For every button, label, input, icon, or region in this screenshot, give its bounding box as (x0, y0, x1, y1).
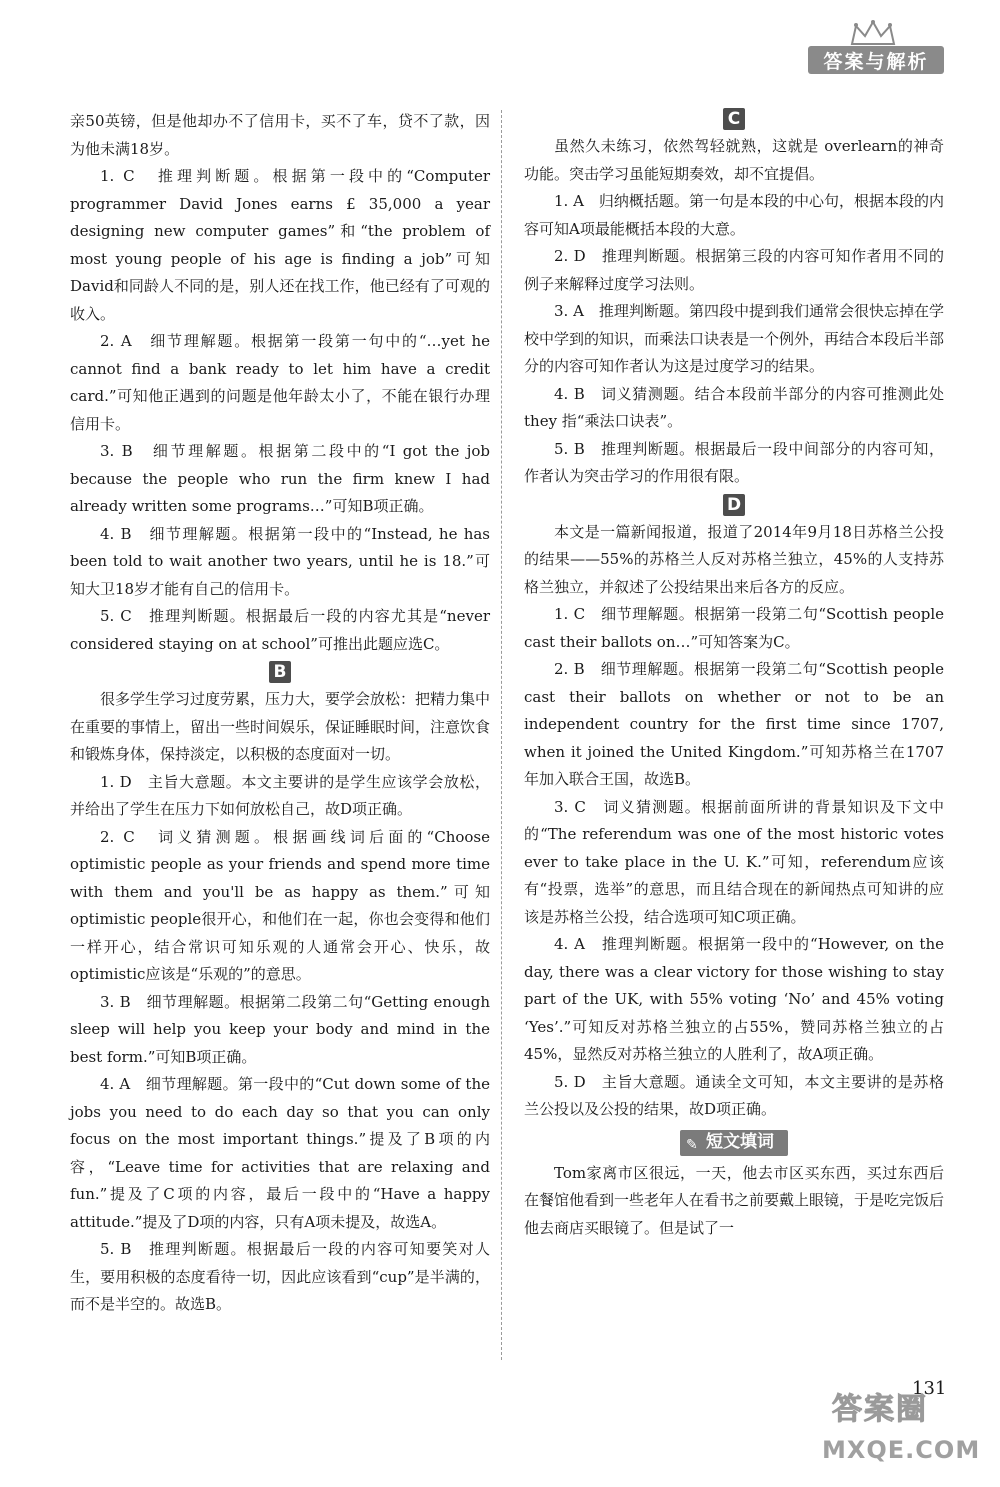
paragraph-b-3: 3. B 细节理解题。根据第二段第二句“Getting enough sleep will help you keep your body and mind in the best form.”可知B项正确。 (70, 992, 490, 1066)
paragraph-c-0: 虽然久未练习，依然驾轻就熟，这就是 overlearn的神奇功能。突击学习虽能短期奏效，却不宜提倡。 (524, 137, 944, 183)
section-banner-box (680, 1130, 788, 1156)
watermark-top-text: 答案圈 (832, 1392, 928, 1427)
paragraph-e-0: Tom家离市区很远，一天，他去市区买东西，买过东西后在餐馆他看到一些老年人在看书之前要戴上眼镜，于是吃完饭后他去商店买眼镜了。但是试了一 (524, 1163, 945, 1237)
paragraph-d-0: 本文是一篇新闻报道，报道了2014年9月18日苏格兰公投的结果——55%的苏格兰人反对苏格兰独立，45%的人支持苏格兰独立，并叙述了公投结果出来后各方的反应。 (524, 522, 944, 596)
section-d-marker (524, 494, 944, 516)
section-d-label: D (723, 494, 745, 516)
paragraph-c-4: 4. B 词义猜测题。结合本段前半部分的内容可推测此处 they 指“乘法口诀表”。 (524, 384, 944, 430)
watermark-logo (798, 1380, 981, 1470)
right-column (524, 108, 944, 1242)
paragraph-d-2: 2. B 细节理解题。根据第一段第二句“Scottish people cast their ballots on whether or not to be an independent country for the first time since 1707, when it joined the United Kingdom.”可知苏格兰在1707年加入联合王国，故选B。 (524, 660, 944, 788)
section-banner-label: 短文填词 (706, 1131, 774, 1152)
header-badge-label: 答案与解析 (808, 46, 944, 74)
paragraph-a-5: 5. C 推理判断题。根据最后一段的内容尤其是“never considered staying on at school”可推出此题应选C。 (70, 607, 490, 653)
paragraph-b-2: 2. C 词义猜测题。根据画线词后面的“Choose optimistic people as your friends and spend more time with them and you'll be as happy as them.”可知 optimistic people很开心，和他们在一起，你也会变得和他们一样开心，结合常识可知乐观的人通常会开心、快乐，故 optimistic应该是“乐观的”的意思。 (70, 827, 490, 983)
paragraph-c-2: 2. D 推理判断题。根据第三段的内容可知作者用不同的例子来解释过度学习法则。 (524, 247, 944, 293)
section-c-label: C (723, 108, 745, 130)
paragraph-a-2: 2. A 细节理解题。根据第一段第一句中的“…yet he cannot find a bank ready to let him have a credit card.”可知他正遇到的问题是他年龄太小了，不能在银行办理信用卡。 (70, 332, 490, 433)
paragraph-d-1: 1. C 细节理解题。根据第一段第二句“Scottish people cast their ballots on…”可知答案为C。 (524, 605, 944, 651)
page-number: 131 (912, 1378, 947, 1399)
left-column (70, 108, 490, 1319)
section-b-marker (70, 661, 490, 683)
section-banner (524, 1130, 944, 1156)
paragraph-c-1: 1. A 归纳概括题。第一句是本段的中心句，根据本段的内容可知A项最能概括本段的大意。 (524, 192, 944, 238)
crown-icon (848, 20, 898, 46)
column-divider (501, 110, 502, 1360)
paragraph-d-3: 3. C 词义猜测题。根据前面所讲的背景知识及下文中的“The referendum was one of the most historic votes ever to take place in the U. K.”可知，referendum应该有“投票，选举”的意思，而且结合现在的新闻热点可知讲的应该是苏格兰公投，结合选项可知C项正确。 (524, 797, 944, 926)
paragraph-a-3: 3. B 细节理解题。根据第二段中的“I got the job because the people who run the firm knew I had already written some programs…”可知B项正确。 (70, 442, 490, 515)
paragraph-a-4: 4. B 细节理解题。根据第一段中的“Instead, he has been told to wait another two years, until he is 18.”可知大卫18岁才能有自己的信用卡。 (70, 524, 490, 598)
paragraph-b-1: 1. D 主旨大意题。本文主要讲的是学生应该学会放松，并给出了学生在压力下如何放松自己，故D项正确。 (70, 772, 490, 818)
paragraph-b-5: 5. B 推理判断题。根据最后一段的内容可知要笑对人生，要用积极的态度看待一切，因此应该看到“cup”是半满的，而不是半空的。故选B。 (70, 1240, 490, 1313)
section-c-marker (524, 108, 944, 130)
paragraph-b-0: 很多学生学习过度劳累，压力大，要学会放松：把精力集中在重要的事情上，留出一些时间娱乐，保证睡眠时间，注意饮食和锻炼身体，保持淡定，以积极的态度面对一切。 (70, 690, 491, 763)
paragraph-d-5: 5. D 主旨大意题。通读全文可知，本文主要讲的是苏格兰公投以及公投的结果，故D项正确。 (524, 1072, 944, 1118)
section-b-label: B (269, 661, 291, 683)
paragraph-a-0: 亲50英镑，但是他却办不了信用卡，买不了车，贷不了款，因为他未满18岁。 (70, 112, 490, 158)
paragraph-d-4: 4. A 推理判断题。根据第一段中的“However, on the day, there was a clear victory for those wishing to stay part of the UK, with 55% voting ‘No’ and 45% voting ‘Yes’.”可知反对苏格兰独立的占55%，赞同苏格兰独立的占45%，显然反对苏格兰独立的人胜利了，故A项正确。 (524, 935, 944, 1063)
paragraph-c-5: 5. B 推理判断题。根据最后一段中间部分的内容可知，作者认为突击学习的作用很有限。 (524, 439, 944, 485)
paragraph-a-1: 1. C 推理判断题。根据第一段中的“Computer programmer David Jones earns £ 35,000 a year designing new computer games”和“the problem of most young people of his age is finding a job”可知David和同龄人不同的是，别人还在找工作，他已经有了可观的收入。 (70, 167, 490, 323)
paragraph-c-3: 3. A 推理判断题。第四段中提到我们通常会很快忘掉在学校中学到的知识，而乘法口诀表是一个例外，再结合本段后半部分的内容可知作者认为这是过度学习的结果。 (524, 302, 945, 375)
pencil-icon: ✎ (686, 1136, 698, 1153)
paragraph-b-4: 4. A 细节理解题。第一段中的“Cut down some of the jobs you need to do each day so that you can only focus on the most important things.”提及了B项的内容，“Leave time for activities that are relaxing and fun.”提及了C项的内容，最后一段中的“Have a happy attitude.”提及了D项的内容，只有A项未提及，故选A。 (70, 1075, 490, 1231)
watermark-bottom-text: MXQE.COM (822, 1436, 981, 1464)
header-badge (808, 20, 946, 76)
